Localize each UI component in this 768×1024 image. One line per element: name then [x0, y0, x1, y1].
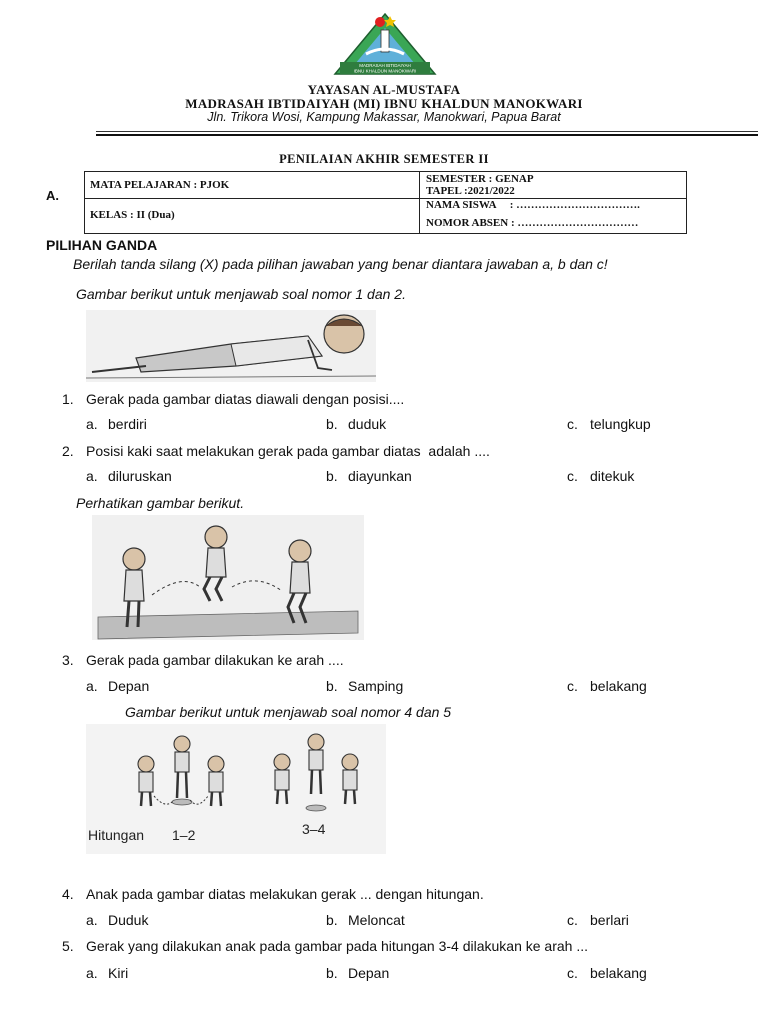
question-4-option-a-letter[interactable]: a.: [86, 912, 98, 928]
question-4-option-b-letter[interactable]: b.: [326, 912, 338, 928]
student-info-table: [84, 171, 687, 234]
question-2-option-c[interactable]: ditekuk: [590, 468, 635, 484]
question-2-option-b-letter[interactable]: b.: [326, 468, 338, 484]
caption-q3: Perhatikan gambar berikut.: [76, 495, 245, 511]
question-1-option-c[interactable]: telungkup: [590, 416, 651, 432]
question-2-option-a[interactable]: diluruskan: [108, 468, 172, 484]
letterhead-divider-thick: [96, 134, 758, 136]
foundation-name: YAYASAN AL-MUSTAFA: [307, 82, 461, 97]
question-3-text: Gerak pada gambar dilakukan ke arah ....: [86, 652, 344, 668]
question-3-option-b-letter[interactable]: b.: [326, 678, 338, 694]
question-1-option-a[interactable]: berdiri: [108, 416, 147, 432]
question-3-option-b[interactable]: Samping: [348, 678, 404, 694]
logo-text-2: IBNU KHALDUN MANOKWARI: [353, 68, 417, 74]
question-3-number: 3.: [62, 652, 74, 668]
section-letter: A.: [46, 188, 59, 203]
question-2-option-c-letter[interactable]: c.: [567, 468, 578, 484]
absence-number-field[interactable]: NOMOR ABSEN : ……………………………: [426, 217, 639, 229]
question-1-text: Gerak pada gambar diatas diawali dengan posisi....: [86, 391, 405, 407]
question-1-number: 1.: [62, 391, 74, 407]
logo-text-1: MADRASAH IBTIDAIYAH: [359, 63, 411, 68]
question-5-option-a[interactable]: Kiri: [108, 965, 129, 981]
school-address: Jln. Trikora Wosi, Kampung Makassar, Manokwari, Papua Barat: [207, 110, 561, 124]
question-4-option-a[interactable]: Duduk: [108, 912, 149, 928]
info-col-divider: [419, 172, 420, 233]
question-3-option-c[interactable]: belakang: [590, 678, 647, 694]
class-field: KELAS : II (Dua): [90, 209, 175, 221]
question-2-text: Posisi kaki saat melakukan gerak pada gambar diatas adalah ....: [86, 443, 490, 459]
question-4-option-b[interactable]: Meloncat: [348, 912, 405, 928]
question-4-text: Anak pada gambar diatas melakukan gerak ... dengan hitungan.: [86, 886, 484, 902]
question-5-text: Gerak yang dilakukan anak pada gambar pada hitungan 3-4 dilakukan ke arah ...: [86, 938, 589, 954]
section-title: PILIHAN GANDA: [46, 237, 158, 253]
question-5-option-b[interactable]: Depan: [348, 965, 390, 981]
question-4-number: 4.: [62, 886, 74, 902]
question-1-option-a-letter[interactable]: a.: [86, 416, 98, 432]
question-5-option-a-letter[interactable]: a.: [86, 965, 98, 981]
figure-pushup: [86, 310, 376, 382]
question-1-option-b-letter[interactable]: b.: [326, 416, 338, 432]
question-4-option-c-letter[interactable]: c.: [567, 912, 578, 928]
question-3-option-c-letter[interactable]: c.: [567, 678, 578, 694]
tapel-field: TAPEL :2021/2022: [426, 185, 515, 197]
semester-field: SEMESTER : GENAP: [426, 173, 534, 185]
question-5-option-b-letter[interactable]: b.: [326, 965, 338, 981]
question-5-option-c[interactable]: belakang: [590, 965, 647, 981]
school-name: MADRASAH IBTIDAIYAH (MI) IBNU KHALDUN MANOKWARI: [185, 96, 583, 111]
figure-jumping-sideways: [92, 515, 364, 640]
question-1-option-c-letter[interactable]: c.: [567, 416, 578, 432]
question-2-option-b[interactable]: diayunkan: [348, 468, 412, 484]
caption-q1-2: Gambar berikut untuk menjawab soal nomor 1 dan 2.: [76, 286, 406, 302]
caption-q4-5: Gambar berikut untuk menjawab soal nomor 4 dan 5: [125, 704, 452, 720]
question-2-option-a-letter[interactable]: a.: [86, 468, 98, 484]
label-hitungan: Hitungan: [88, 827, 145, 843]
subject-field: MATA PELAJARAN : PJOK: [90, 179, 230, 191]
instruction-text: Berilah tanda silang (X) pada pilihan jawaban yang benar diantara jawaban a, b dan c!: [73, 256, 608, 272]
figure-jumping-counts: [86, 724, 386, 854]
question-5-option-c-letter[interactable]: c.: [567, 965, 578, 981]
question-1-option-b[interactable]: duduk: [348, 416, 387, 432]
question-5-number: 5.: [62, 938, 74, 954]
school-logo: [330, 10, 440, 80]
label-count-1-2: 1–2: [172, 827, 196, 843]
question-4-option-c[interactable]: berlari: [590, 912, 629, 928]
letterhead-divider: [96, 131, 758, 132]
question-3-option-a[interactable]: Depan: [108, 678, 150, 694]
student-name-field[interactable]: NAMA SISWA : …………………………….: [426, 199, 640, 211]
label-count-3-4: 3–4: [302, 821, 326, 837]
question-3-option-a-letter[interactable]: a.: [86, 678, 98, 694]
exam-title: PENILAIAN AKHIR SEMESTER II: [279, 152, 489, 166]
question-2-number: 2.: [62, 443, 74, 459]
